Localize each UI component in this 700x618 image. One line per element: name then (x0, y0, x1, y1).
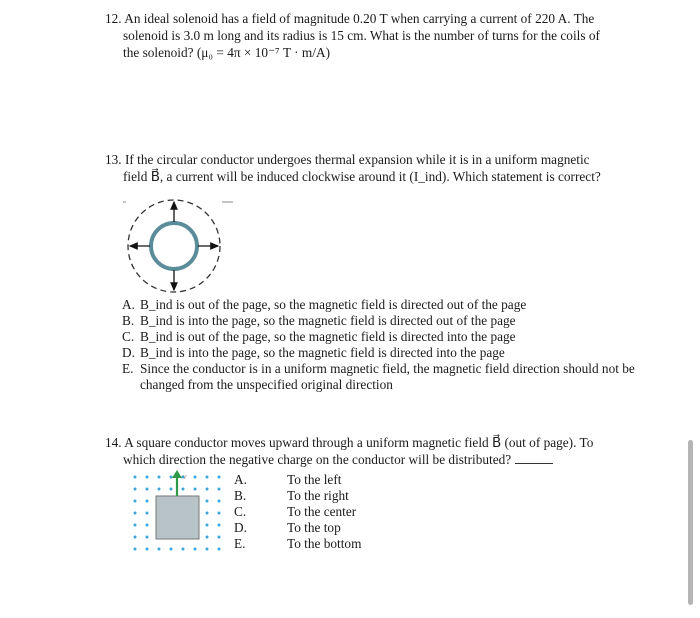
q14-line1: 14. A square conductor moves upward through a uniform magnetic field B⃗ (out of page). To (105, 435, 594, 450)
field-dot (146, 512, 149, 515)
scrollbar[interactable] (688, 440, 693, 605)
field-dot (218, 500, 221, 503)
field-dot (194, 488, 197, 491)
field-dot (146, 548, 149, 551)
field-dot (134, 488, 137, 491)
field-dot (218, 476, 221, 479)
option-d[interactable]: D. To the top (234, 520, 341, 535)
square-conductor (156, 496, 199, 539)
option-e[interactable]: E. To the bottom (234, 536, 362, 551)
field-dot (134, 548, 137, 551)
velocity-label: v (183, 472, 187, 481)
field-dot (218, 548, 221, 551)
field-dot (134, 512, 137, 515)
field-dot (146, 488, 149, 491)
field-dot (194, 548, 197, 551)
field-dot (194, 476, 197, 479)
field-dot (158, 548, 161, 551)
field-dot (182, 548, 185, 551)
expanding-ring-diagram (100, 190, 260, 296)
option-b[interactable]: B. B_ind is into the page, so the magnetic field is directed out of the page (122, 313, 516, 328)
conducting-ring (151, 223, 197, 269)
field-dot (206, 536, 209, 539)
field-dot (206, 488, 209, 491)
field-dot (146, 500, 149, 503)
question-12 (105, 10, 690, 61)
field-dot (158, 488, 161, 491)
q13-line1: 13. If the circular conductor undergoes thermal expansion while it is in a uniform magnetic (105, 152, 590, 167)
option-b[interactable]: B. To the right (234, 488, 349, 503)
option-e[interactable]: E. Since the conductor is in a uniform magnetic field, the magnetic field direction should not be changed from the unspecified original direction (122, 361, 635, 392)
field-dot (134, 500, 137, 503)
field-dot (158, 476, 161, 479)
answer-blank (515, 463, 553, 464)
field-dot (218, 524, 221, 527)
field-dot (218, 512, 221, 515)
q14-line2: which direction the negative charge on the conductor will be distributed? (105, 451, 690, 468)
q13-options (122, 297, 642, 393)
field-dot (206, 512, 209, 515)
q12-line2: solenoid is 3.0 m long and its radius is 15 cm. What is the number of turns for the coils of (123, 28, 600, 43)
field-dot (134, 524, 137, 527)
velocity-arrowhead (172, 470, 182, 478)
field-dot (170, 476, 173, 479)
field-dot (146, 476, 149, 479)
option-d[interactable]: D. B_ind is into the page, so the magnetic field is directed into the page (122, 345, 505, 360)
question-13 (105, 151, 690, 185)
field-dot (206, 500, 209, 503)
field-dot (182, 488, 185, 491)
option-c[interactable]: C. To the center (234, 504, 357, 519)
field-dot (170, 488, 173, 491)
field-dot (206, 524, 209, 527)
q14-options (234, 472, 361, 552)
field-dot (206, 476, 209, 479)
q12-line3: the solenoid? (μ₀ = 4π × 10⁻⁷ T · m/A) (123, 45, 331, 60)
field-dot (146, 536, 149, 539)
field-dot (218, 536, 221, 539)
field-dot (218, 488, 221, 491)
field-dot (146, 524, 149, 527)
q12-line1: 12. An ideal solenoid has a field of magnitude 0.20 T when carrying a current of 220 A. The (105, 11, 595, 26)
field-dot (170, 548, 173, 551)
option-c[interactable]: C. B_ind is out of the page, so the magnetic field is directed into the page (122, 329, 516, 344)
field-dot (134, 476, 137, 479)
moving-square-diagram (128, 470, 228, 566)
field-dot (206, 548, 209, 551)
field-dot (134, 536, 137, 539)
question-14 (105, 434, 690, 468)
option-a[interactable]: A. B_ind is out of the page, so the magnetic field is directed out of the page (122, 297, 527, 312)
option-a[interactable]: A. To the left (234, 472, 342, 487)
q13-line2: field B⃗, a current will be induced clockwise around it (I_ind). Which statement is correct? (123, 169, 601, 184)
